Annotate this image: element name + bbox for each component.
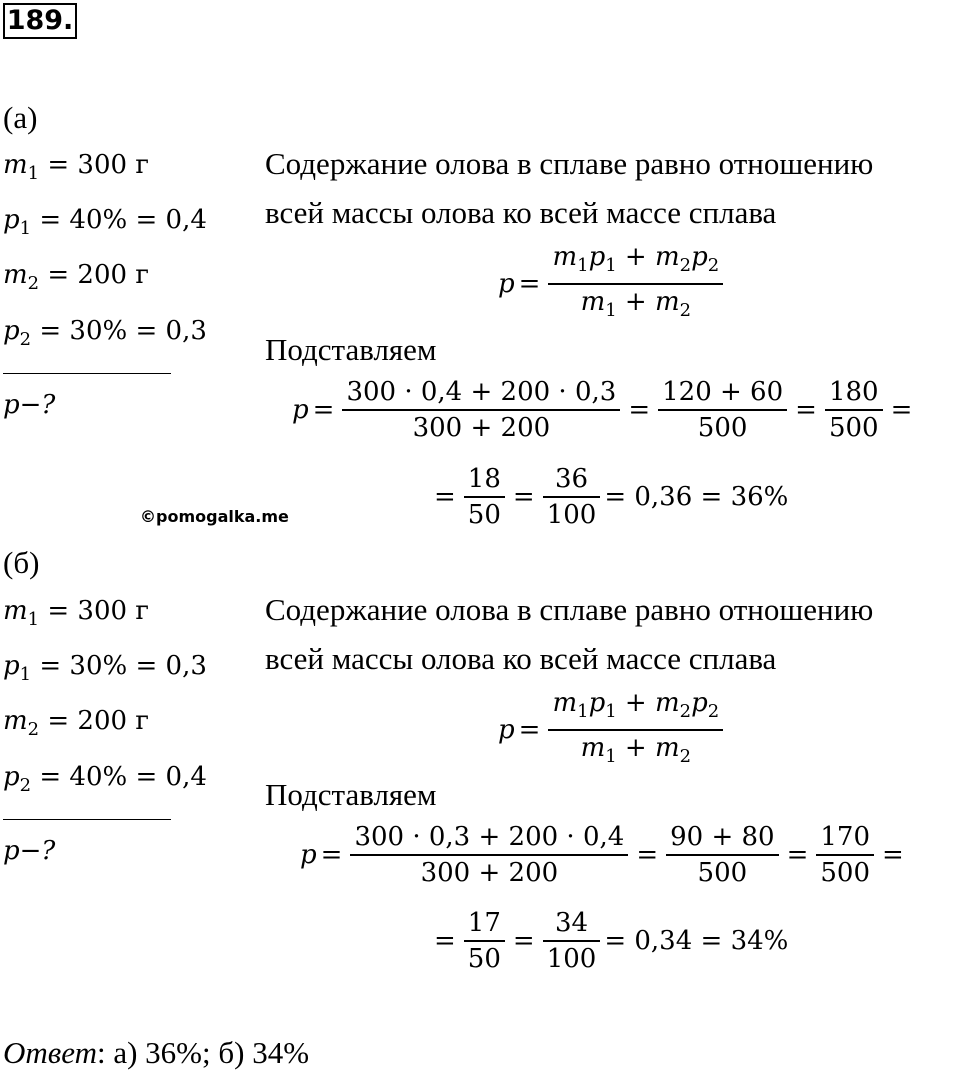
part-b-find: p−? <box>3 836 56 866</box>
part-a-given <box>3 142 207 363</box>
answer-label: Ответ <box>3 1035 97 1070</box>
part-b-text-line2: всей массы олова ко всей массе сплава <box>265 641 777 676</box>
part-a-calc1: p = $\frac{300 \cdot 0,4 + 200 \cdot 0,3}{300 + 200}$ = $\frac{120 + 60}{500}$ = $\frac{180}{500}$ = <box>292 377 913 443</box>
given-line: $m_1 = 300$ г <box>3 150 149 185</box>
part-b-substitute: Подставляем <box>265 777 437 812</box>
calc-result: = 0,34 = 34% <box>604 926 789 956</box>
given-line: $p_1 = 40\% = 0,4$ <box>3 205 207 240</box>
calc-fraction: $\frac{36}{100}$ <box>543 462 601 532</box>
part-a-calc2: = $\frac{18}{50}$ = $\frac{36}{100}$ = 0,36 = 36% <box>434 464 789 530</box>
given-line: $p_2 = 40\% = 0,4$ <box>3 761 207 796</box>
calc-fraction: $\frac{18}{50}$ <box>464 462 505 532</box>
calc-fraction: $\frac{300 \cdot 0,3 + 200 \cdot 0,4}{300 + 200}$ <box>350 820 628 890</box>
calc-fraction: $\frac{300 \cdot 0,4 + 200 \cdot 0,3}{300 + 200}$ <box>342 375 620 445</box>
problem-number: 189. <box>3 3 77 39</box>
calc-fraction: $\frac{34}{100}$ <box>543 906 601 976</box>
part-b-text-line1: Содержание олова в сплаве равно отношению <box>265 592 874 627</box>
given-line: $m_2 = 200$ г <box>3 706 149 741</box>
given-line: $p_1 = 30\% = 0,3$ <box>3 651 207 686</box>
calc-result: = 0,36 = 36% <box>604 482 789 512</box>
part-b-calc1: p = $\frac{300 \cdot 0,3 + 200 \cdot 0,4}{300 + 200}$ = $\frac{90 + 80}{500}$ = $\frac{170}{500}$ = <box>300 822 904 888</box>
part-b-formula: p = $\frac{m_1p_1 + m_2p_2}{m_1 + m_2}$ <box>498 686 727 774</box>
answer <box>3 1035 309 1071</box>
formula-var: p <box>498 715 515 746</box>
part-a-text-line1: Содержание олова в сплаве равно отношению <box>265 146 874 181</box>
answer-text: : а) 36%; б) 34% <box>96 1035 310 1070</box>
given-divider <box>3 373 171 374</box>
watermark: ©pomogalka.me <box>140 507 289 526</box>
part-a-label: (а) <box>3 100 38 135</box>
given-line: $m_2 = 200$ г <box>3 260 149 295</box>
formula-fraction: $\frac{m_1p_1 + m_2p_2}{m_1 + m_2}$ <box>548 686 723 774</box>
given-line: $m_1 = 300$ г <box>3 596 149 631</box>
part-a-substitute: Подставляем <box>265 332 437 367</box>
part-b-calc2: = $\frac{17}{50}$ = $\frac{34}{100}$ = 0,34 = 34% <box>434 908 789 974</box>
given-divider <box>3 819 171 820</box>
part-a-find: p−? <box>3 390 56 420</box>
given-line: $p_2 = 30\% = 0,3$ <box>3 315 207 350</box>
part-a-formula: p = $\frac{m_1p_1 + m_2p_2}{m_1 + m_2}$ <box>498 240 727 328</box>
calc-fraction: $\frac{90 + 80}{500}$ <box>666 820 778 890</box>
calc-fraction: $\frac{120 + 60}{500}$ <box>658 375 787 445</box>
calc-fraction: $\frac{17}{50}$ <box>464 906 505 976</box>
part-b-given <box>3 588 207 809</box>
calc-fraction: $\frac{170}{500}$ <box>816 820 874 890</box>
formula-var: p <box>498 269 515 300</box>
part-b-label: (б) <box>3 545 40 580</box>
calc-fraction: $\frac{180}{500}$ <box>825 375 883 445</box>
formula-fraction: $\frac{m_1p_1 + m_2p_2}{m_1 + m_2}$ <box>548 240 723 328</box>
part-a-text-line2: всей массы олова ко всей массе сплава <box>265 195 777 230</box>
